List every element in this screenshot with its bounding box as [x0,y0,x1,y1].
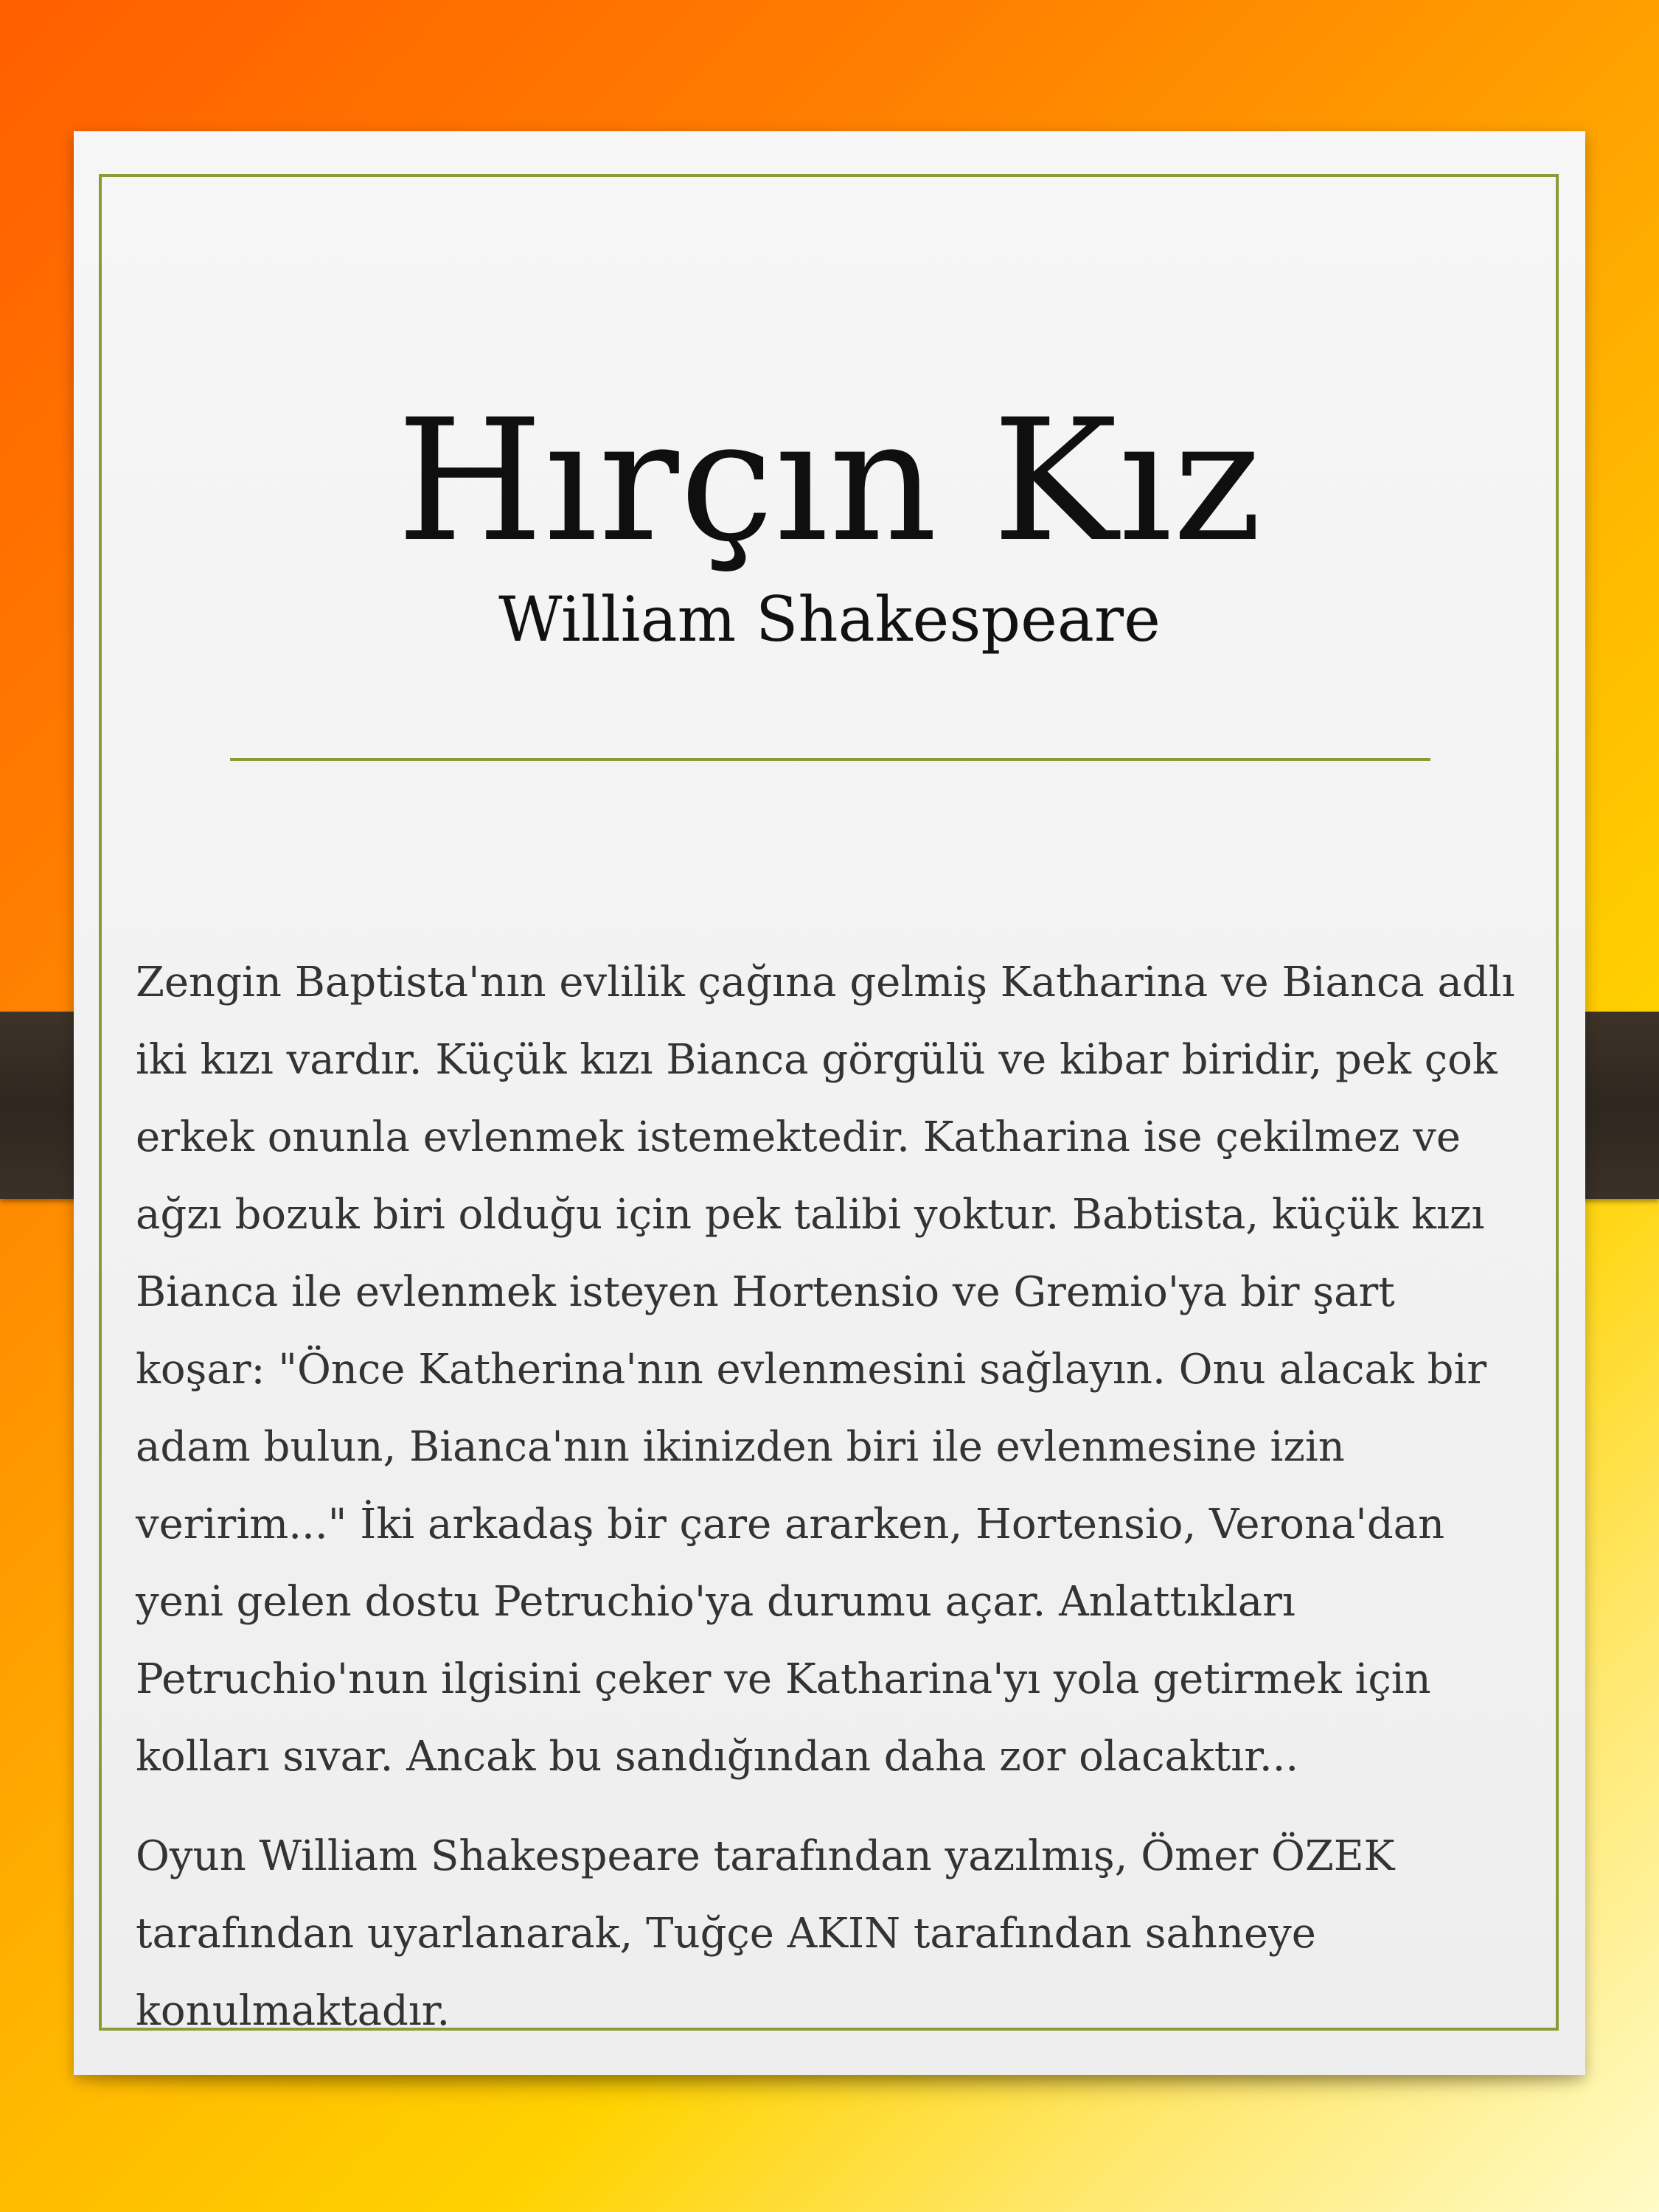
synopsis [136,944,1537,2072]
author-name: William Shakespeare [498,583,1161,655]
credits-paragraph: Oyun William Shakespeare tarafından yazılmış, Ömer ÖZEK tarafından uyarlanarak, Tuğçe AKIN tarafından sahneye konulmaktadır. [136,1832,1395,2035]
title-divider [230,758,1430,761]
synopsis-paragraph: Zengin Baptista'nın evlilik çağına gelmiş Katharina ve Bianca adlı iki kızı vardır. Küçük kızı Bianca görgülü ve kibar biridir, pek çok erkek onunla evlenmek istemektedir. Katharina ise çekilmez ve ağzı bozuk biri olduğu için pek talibi yoktur. Babtista, küçük kızı Bianca ile evlenmek isteyen Hortensio ve Gremio'ya bir şart koşar: "Önce Katherina'nın evlenmesini sağlayın. Onu alacak bir adam bulun, Bianca'nın ikinizden biri ile evlenmesine izin veririm..." İki arkadaş bir çare ararken, Hortensio, Verona'dan yeni gelen dostu Petruchio'ya durumu açar. Anlattıkları Petruchio'nun ilgisini çeker ve Katharina'yı yola getirmek için kolları sıvar. Ancak bu sandığından daha zor olacaktır... [136,959,1515,1781]
poster-card [74,131,1585,2075]
play-title: Hırçın Kız [396,383,1263,579]
